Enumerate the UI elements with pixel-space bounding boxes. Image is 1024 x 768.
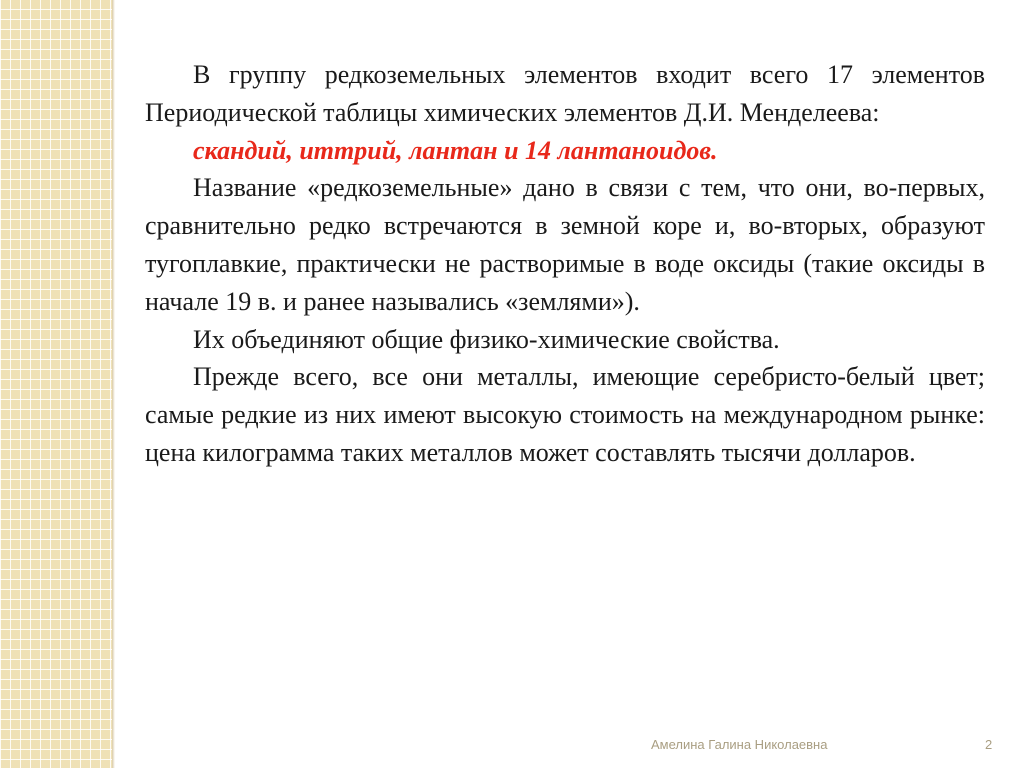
paragraph-intro: В группу редкоземельных элементов входит всего 17 элементов Периодической таблицы химических элементов Д.И. Менделеева: (145, 60, 985, 127)
decorative-side-pattern (0, 0, 113, 768)
side-pattern-edge (112, 0, 115, 768)
slide-text-body (145, 56, 985, 472)
footer-author: Амелина Галина Николаевна (651, 737, 828, 752)
page-number: 2 (985, 737, 993, 752)
paragraph-element-list: скандий, иттрий, лантан и 14 лантаноидов. (193, 135, 718, 165)
paragraph-name-origin: Название «редкоземельные» дано в связи с тем, что они, во-первых, сравнительно редко встречаются в земной коре и, во-вторых, образуют тугоплавкие, практически не растворимые в воде оксиды (такие оксиды в начале 19 в. и ранее назывались «землями»). (145, 173, 985, 316)
paragraph-common-properties: Их объединяют общие физико-химические свойства. (193, 324, 780, 354)
paragraph-metals-description: Прежде всего, все они металлы, имеющие серебристо-белый цвет; самые редкие из них имеют высокую стоимость на международном рынке: цена килограмма таких металлов может составлять тысячи долларов. (145, 362, 985, 467)
